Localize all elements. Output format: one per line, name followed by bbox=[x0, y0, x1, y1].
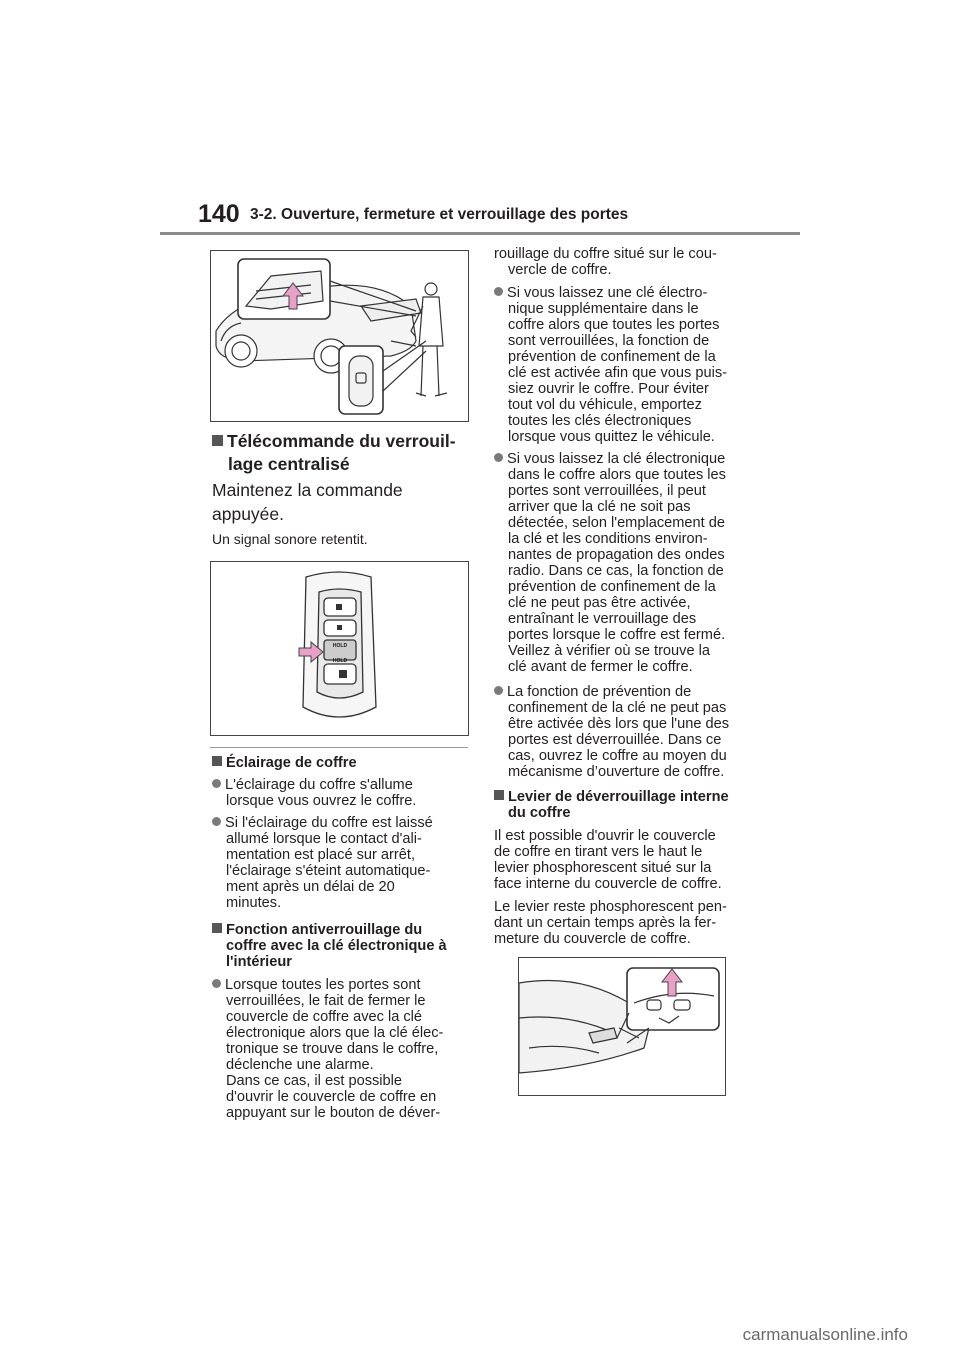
lever-heading: Levier de déverrouillage interne du coffre bbox=[494, 789, 756, 821]
keylock-bullet-1: Si vous laissez une clé électro- nique supplémentaire dans le coffre alors que toutes les portes sont verrouillées, la fonction de prévention de confinement de la clé est activée afin que vous puis- siez ouvrir le coffre. Pour éviter tout vol du véhicule, emportez toutes les clés électroniques lorsque vous quittez le véhicule. bbox=[494, 285, 756, 445]
smart-key-illustration bbox=[211, 562, 468, 735]
antilock-bullet: Lorsque toutes les portes sont verrouillées, le fait de fermer le couvercle de coffre avec la clé électronique alors que la clé élec- tronique se trouve dans le coffre, déclenche une alarme. Dans ce cas, il est possible d'ouvrir le couvercle de coffre en appuyant sur le bouton de déver- bbox=[212, 977, 474, 1121]
figure-remote-key bbox=[210, 561, 469, 736]
remote-instruction: Maintenez la commande appuyée. bbox=[212, 480, 403, 524]
trunk-lever-illustration bbox=[519, 958, 725, 1095]
lever-paragraph-1: Il est possible d'ouvrir le couvercle de coffre en tirant vers le haut le levier phosphorescent situé sur la face interne du couvercle de coffre. bbox=[494, 828, 722, 892]
hold-label-2: HOLD bbox=[332, 658, 348, 664]
continuation-text: rouillage du coffre situé sur le cou- vercle de coffre. bbox=[494, 246, 717, 278]
antilock-heading: Fonction antiverrouillage du coffre avec la clé électronique à l'intérieur bbox=[212, 922, 474, 970]
lighting-heading: Éclairage de coffre bbox=[212, 755, 472, 771]
keylock-bullet-3: La fonction de prévention de confinement de la clé ne peut pas être activée dès lors que l'une des portes est déverrouillée. Dans ce cas, ouvrez le coffre au moyen du mécanisme d’ouverture de coffre. bbox=[494, 684, 756, 780]
page-number: 140 bbox=[198, 200, 240, 228]
figure-trunk-opening bbox=[210, 250, 469, 422]
section-title: 3-2. Ouverture, fermeture et verrouillage des portes bbox=[250, 206, 629, 223]
car-trunk-illustration bbox=[211, 251, 468, 421]
lighting-bullet-1: L'éclairage du coffre s'allume lorsque vous ouvrez le coffre. bbox=[212, 777, 472, 809]
keylock-bullet-2: Si vous laissez la clé électronique dans le coffre alors que toutes les portes sont verrouillées, il peut arriver que la clé ne soit pas détectée, selon l'emplacement de la clé et les conditions environ- nantes de propagation des ondes radio. Dans ce cas, la fonction de prévention de confinement de la clé ne peut pas être activée, entraînant le verrouillage des portes lorsque le coffre est fermé. Veillez à vérifier où se trouve la clé avant de fermer le coffre. bbox=[494, 451, 756, 675]
hold-label-1: HOLD bbox=[332, 643, 348, 649]
figure-trunk-lever bbox=[518, 957, 726, 1096]
lever-paragraph-2: Le levier reste phosphorescent pen- dant un certain temps après la fer- meture du couvercle de coffre. bbox=[494, 899, 727, 947]
remote-heading: Télécommande du verrouil- lage centralisé bbox=[212, 430, 488, 476]
remote-note: Un signal sonore retentit. bbox=[212, 531, 368, 547]
section-divider bbox=[210, 747, 468, 748]
header-rule bbox=[160, 232, 800, 235]
lighting-bullet-2: Si l'éclairage du coffre est laissé allumé lorsque le contact d'ali- mentation est placé sur arrêt, l'éclairage s'éteint automatique- ment après un délai de 20 minutes. bbox=[212, 815, 472, 911]
footer-watermark: carmanualsonline.info bbox=[742, 1325, 908, 1344]
